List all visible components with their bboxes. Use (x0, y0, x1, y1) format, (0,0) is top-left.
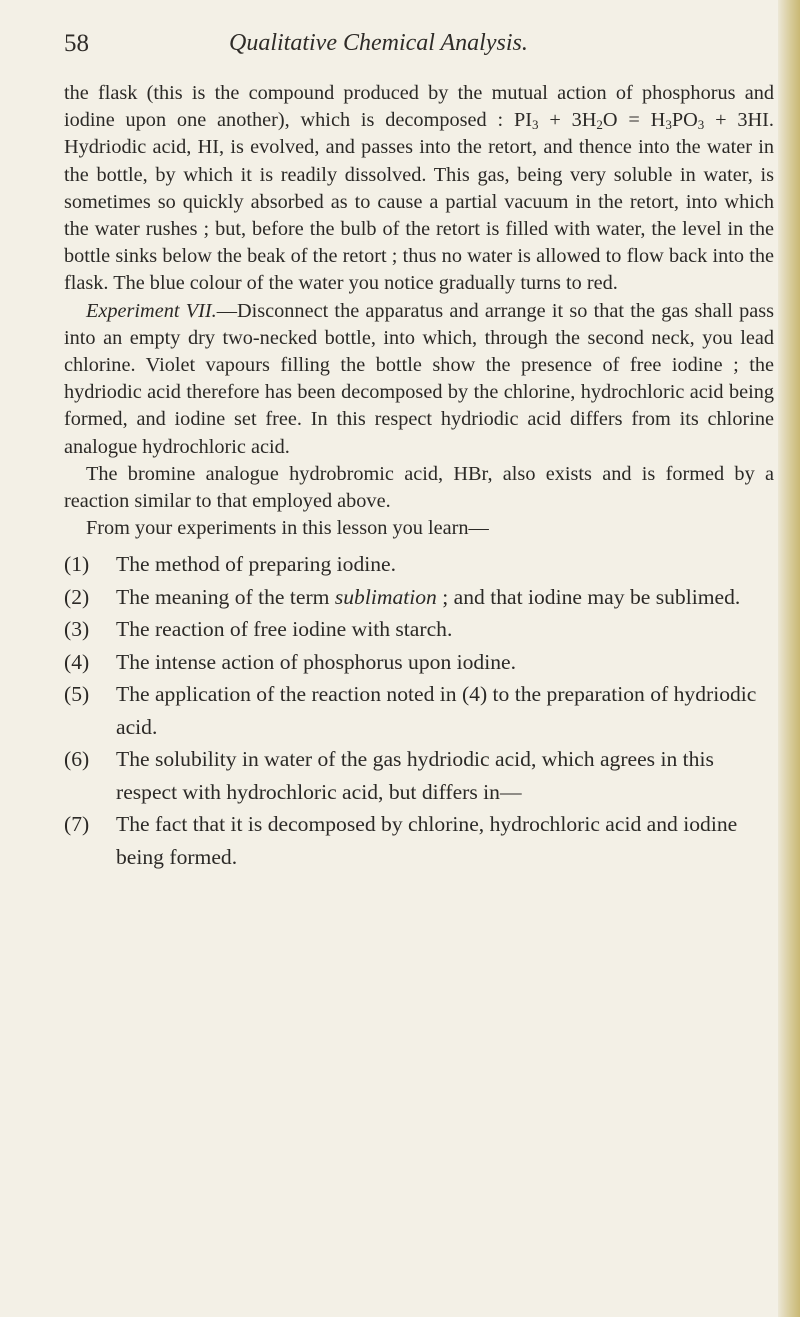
list-text: The meaning of the term (116, 584, 335, 609)
list-text: The method of preparing iodine. (116, 552, 397, 577)
running-title: Qualitative Chemical Analysis. (229, 30, 528, 56)
page-edge (778, 0, 800, 1317)
list-number: (6) (64, 747, 90, 772)
list-text: The fact that it is decomposed by chlorine, hydrochloric acid and iodine being formed. (116, 812, 738, 869)
list-item (64, 581, 774, 614)
list-number: (7) (64, 812, 90, 837)
para1-text-b: + 3H (538, 109, 597, 132)
para1-text-e: + 3HI. Hydriodic acid, HI, is evolved, and passes into the retort, and thence into the water in the bottle, by which it is readily dissolved. This gas, being very soluble in water, is sometimes so quickly absorbed as to cause a partial vacuum in the retort, into which the water rushes ; but, before the bulb of the retort is filled with water, the level in the bottle sinks below the beak of the retort ; thus no water is allowed to flow back into the flask. The blue colour of the water you notice gradually turns to red. (64, 109, 774, 295)
para1-sub-b: 2 (596, 117, 603, 133)
list-text: The reaction of free iodine with starch. (116, 617, 453, 642)
lessons-list (64, 548, 774, 873)
list-item (64, 613, 774, 646)
list-number: (3) (64, 617, 90, 642)
paragraph-bromine-analogue (64, 461, 774, 515)
list-number: (1) (64, 552, 90, 577)
list-number: (5) (64, 682, 90, 707)
list-item (64, 646, 774, 679)
experiment-text: —Disconnect the apparatus and arrange it so that the gas shall pass into an empty dry two-necked bottle, into which, through the second neck, you lead chlorine. Violet vapours filling the bottle show the presence of free iodine ; the hydriodic acid therefore has been decomposed by the chlorine, hydrochloric acid being formed, and iodine set free. In this respect hydriodic acid differs from its chlorine analogue hydrochloric acid. (64, 299, 774, 458)
list-text: The intense action of phosphorus upon iodine. (116, 649, 517, 674)
para1-text-c: O = H (602, 109, 666, 132)
para1-sub-a: 3 (532, 117, 539, 133)
list-item (64, 808, 774, 873)
list-number: (4) (64, 649, 90, 674)
summary-intro-text: From your experiments in this lesson you learn— (86, 517, 489, 540)
page-header (64, 20, 774, 64)
para1-text-a: the flask (this is the compound produced by the mutual action of phosphorus and iodine upon one another), which is decomposed : PI (64, 82, 774, 132)
list-number: (2) (64, 584, 90, 609)
book-page (64, 20, 774, 873)
list-item (64, 548, 774, 581)
para1-sub-d: 3 (697, 117, 705, 133)
sublimation-term: sublimation (334, 584, 437, 609)
para1-sub-c: 3 (665, 117, 672, 133)
paragraph-summary-intro (64, 515, 774, 542)
list-text: The application of the reaction noted in (4) to the preparation of hydriodic acid. (116, 682, 757, 739)
bromine-text: The bromine analogue hydrobromic acid, HBr, also exists and is formed by a reaction similar to that employed above. (64, 462, 774, 513)
list-item (64, 743, 774, 808)
list-text: ; and that iodine may be sublimed. (436, 584, 741, 609)
list-text: The solubility in water of the gas hydriodic acid, which agrees in this respect with hydrochloric acid, but differs in— (116, 747, 714, 804)
experiment-label: Experiment VII. (86, 299, 217, 322)
list-item (64, 678, 774, 743)
para1-text-d: PO (671, 109, 698, 132)
paragraph-hydriodic-reaction (64, 80, 774, 298)
page-number: 58 (64, 30, 89, 57)
paragraph-experiment-vii (64, 298, 774, 461)
